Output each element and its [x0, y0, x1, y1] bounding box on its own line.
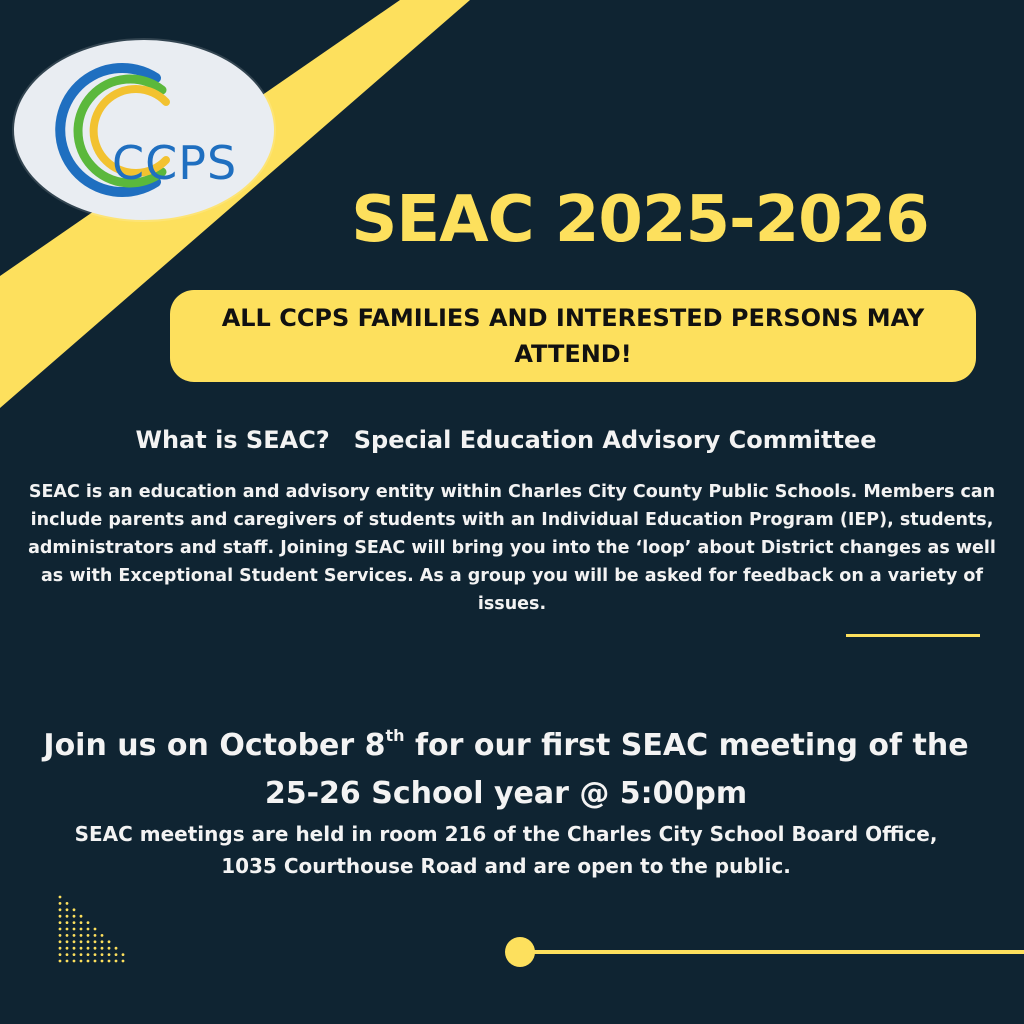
pattern-dot [73, 940, 76, 943]
pattern-dot [59, 928, 62, 931]
meeting-line-1 [0, 722, 1012, 770]
pattern-dot [115, 953, 118, 956]
pattern-dot [94, 940, 97, 943]
meeting-line-2: 25-26 School year @ 5:00pm [264, 776, 748, 811]
pattern-dot [66, 953, 69, 956]
pattern-dot [73, 934, 76, 937]
pattern-dot [115, 960, 118, 963]
page-title: SEAC 2025-2026 [351, 183, 929, 257]
pattern-dot [80, 928, 83, 931]
pattern-dot [80, 960, 83, 963]
pattern-dot [87, 940, 90, 943]
pattern-dot [73, 928, 76, 931]
pattern-dot [59, 896, 62, 899]
pattern-dot [66, 908, 69, 911]
ccps-logo [14, 40, 274, 220]
pattern-dot [59, 947, 62, 950]
attend-banner [170, 290, 976, 382]
pattern-dot [59, 915, 62, 918]
pattern-dot [122, 960, 125, 963]
pattern-dot [66, 960, 69, 963]
pattern-dot [101, 953, 104, 956]
pattern-dot [108, 947, 111, 950]
location-line-1: SEAC meetings are held in room 216 of the Charles City School Board Office, [74, 822, 938, 846]
pattern-dot [94, 934, 97, 937]
pattern-dot [73, 921, 76, 924]
pattern-dot [87, 947, 90, 950]
pattern-dot [59, 934, 62, 937]
meeting-line-1-rest: for our first SEAC meeting of the [404, 728, 969, 763]
pattern-dot [66, 947, 69, 950]
pattern-dot [73, 960, 76, 963]
about-body: SEAC is an education and advisory entity within Charles City County Public Schools. Members can include parents and caregivers of students with an Individual Education Program (IEP), students, administrators and staff. Joining SEAC will bring you into the ‘loop’ about District changes as well as with Exceptional Student Services. As a group you will be asked for feedback on a variety of issues. [28, 482, 996, 614]
pattern-dot [87, 928, 90, 931]
about-heading [0, 426, 1012, 454]
pattern-dot [59, 921, 62, 924]
pattern-dot [101, 947, 104, 950]
bullet-line-decoration [504, 936, 1024, 970]
pattern-dot [59, 902, 62, 905]
pattern-dot [108, 940, 111, 943]
pattern-dot [122, 953, 125, 956]
pattern-dot [94, 953, 97, 956]
pattern-dot [101, 934, 104, 937]
pattern-dot [59, 908, 62, 911]
location-line-2: 1035 Courthouse Road and are open to the public. [221, 854, 791, 878]
pattern-dot [94, 960, 97, 963]
pattern-dot [66, 934, 69, 937]
pattern-dot [73, 915, 76, 918]
about-question: What is SEAC? [135, 426, 330, 454]
pattern-dot [80, 921, 83, 924]
about-answer: Special Education Advisory Committee [353, 426, 877, 454]
pattern-dot [94, 947, 97, 950]
pattern-dot [73, 947, 76, 950]
pattern-dot [59, 953, 62, 956]
pattern-dot [80, 934, 83, 937]
meeting-date-suffix: th [385, 726, 405, 745]
pattern-dot [101, 940, 104, 943]
pattern-dot [80, 953, 83, 956]
pattern-dot [115, 947, 118, 950]
pattern-dot [87, 953, 90, 956]
pattern-dot [66, 915, 69, 918]
pattern-dot [87, 934, 90, 937]
pattern-dot [80, 947, 83, 950]
logo-text: CCPS [112, 136, 238, 190]
pattern-dot [87, 960, 90, 963]
pattern-dot [87, 921, 90, 924]
meeting-announcement [0, 722, 1012, 818]
pattern-dot [66, 928, 69, 931]
attend-banner-text: ALL CCPS FAMILIES AND INTERESTED PERSONS MAY ATTEND! [221, 304, 925, 368]
pattern-dot [66, 921, 69, 924]
pattern-dot [80, 915, 83, 918]
pattern-dot [80, 940, 83, 943]
pattern-dot [73, 908, 76, 911]
meeting-date-prefix: Join us on October 8 [43, 728, 386, 763]
dot-pattern-decoration [56, 894, 136, 966]
pattern-dot [108, 960, 111, 963]
pattern-dot [59, 960, 62, 963]
pattern-dot [59, 940, 62, 943]
pattern-dot [108, 953, 111, 956]
pattern-dot [66, 902, 69, 905]
pattern-dot [101, 960, 104, 963]
accent-divider [846, 634, 980, 637]
pattern-dot [94, 928, 97, 931]
pattern-dot [73, 953, 76, 956]
meeting-location [0, 818, 1012, 882]
pattern-dot [66, 940, 69, 943]
